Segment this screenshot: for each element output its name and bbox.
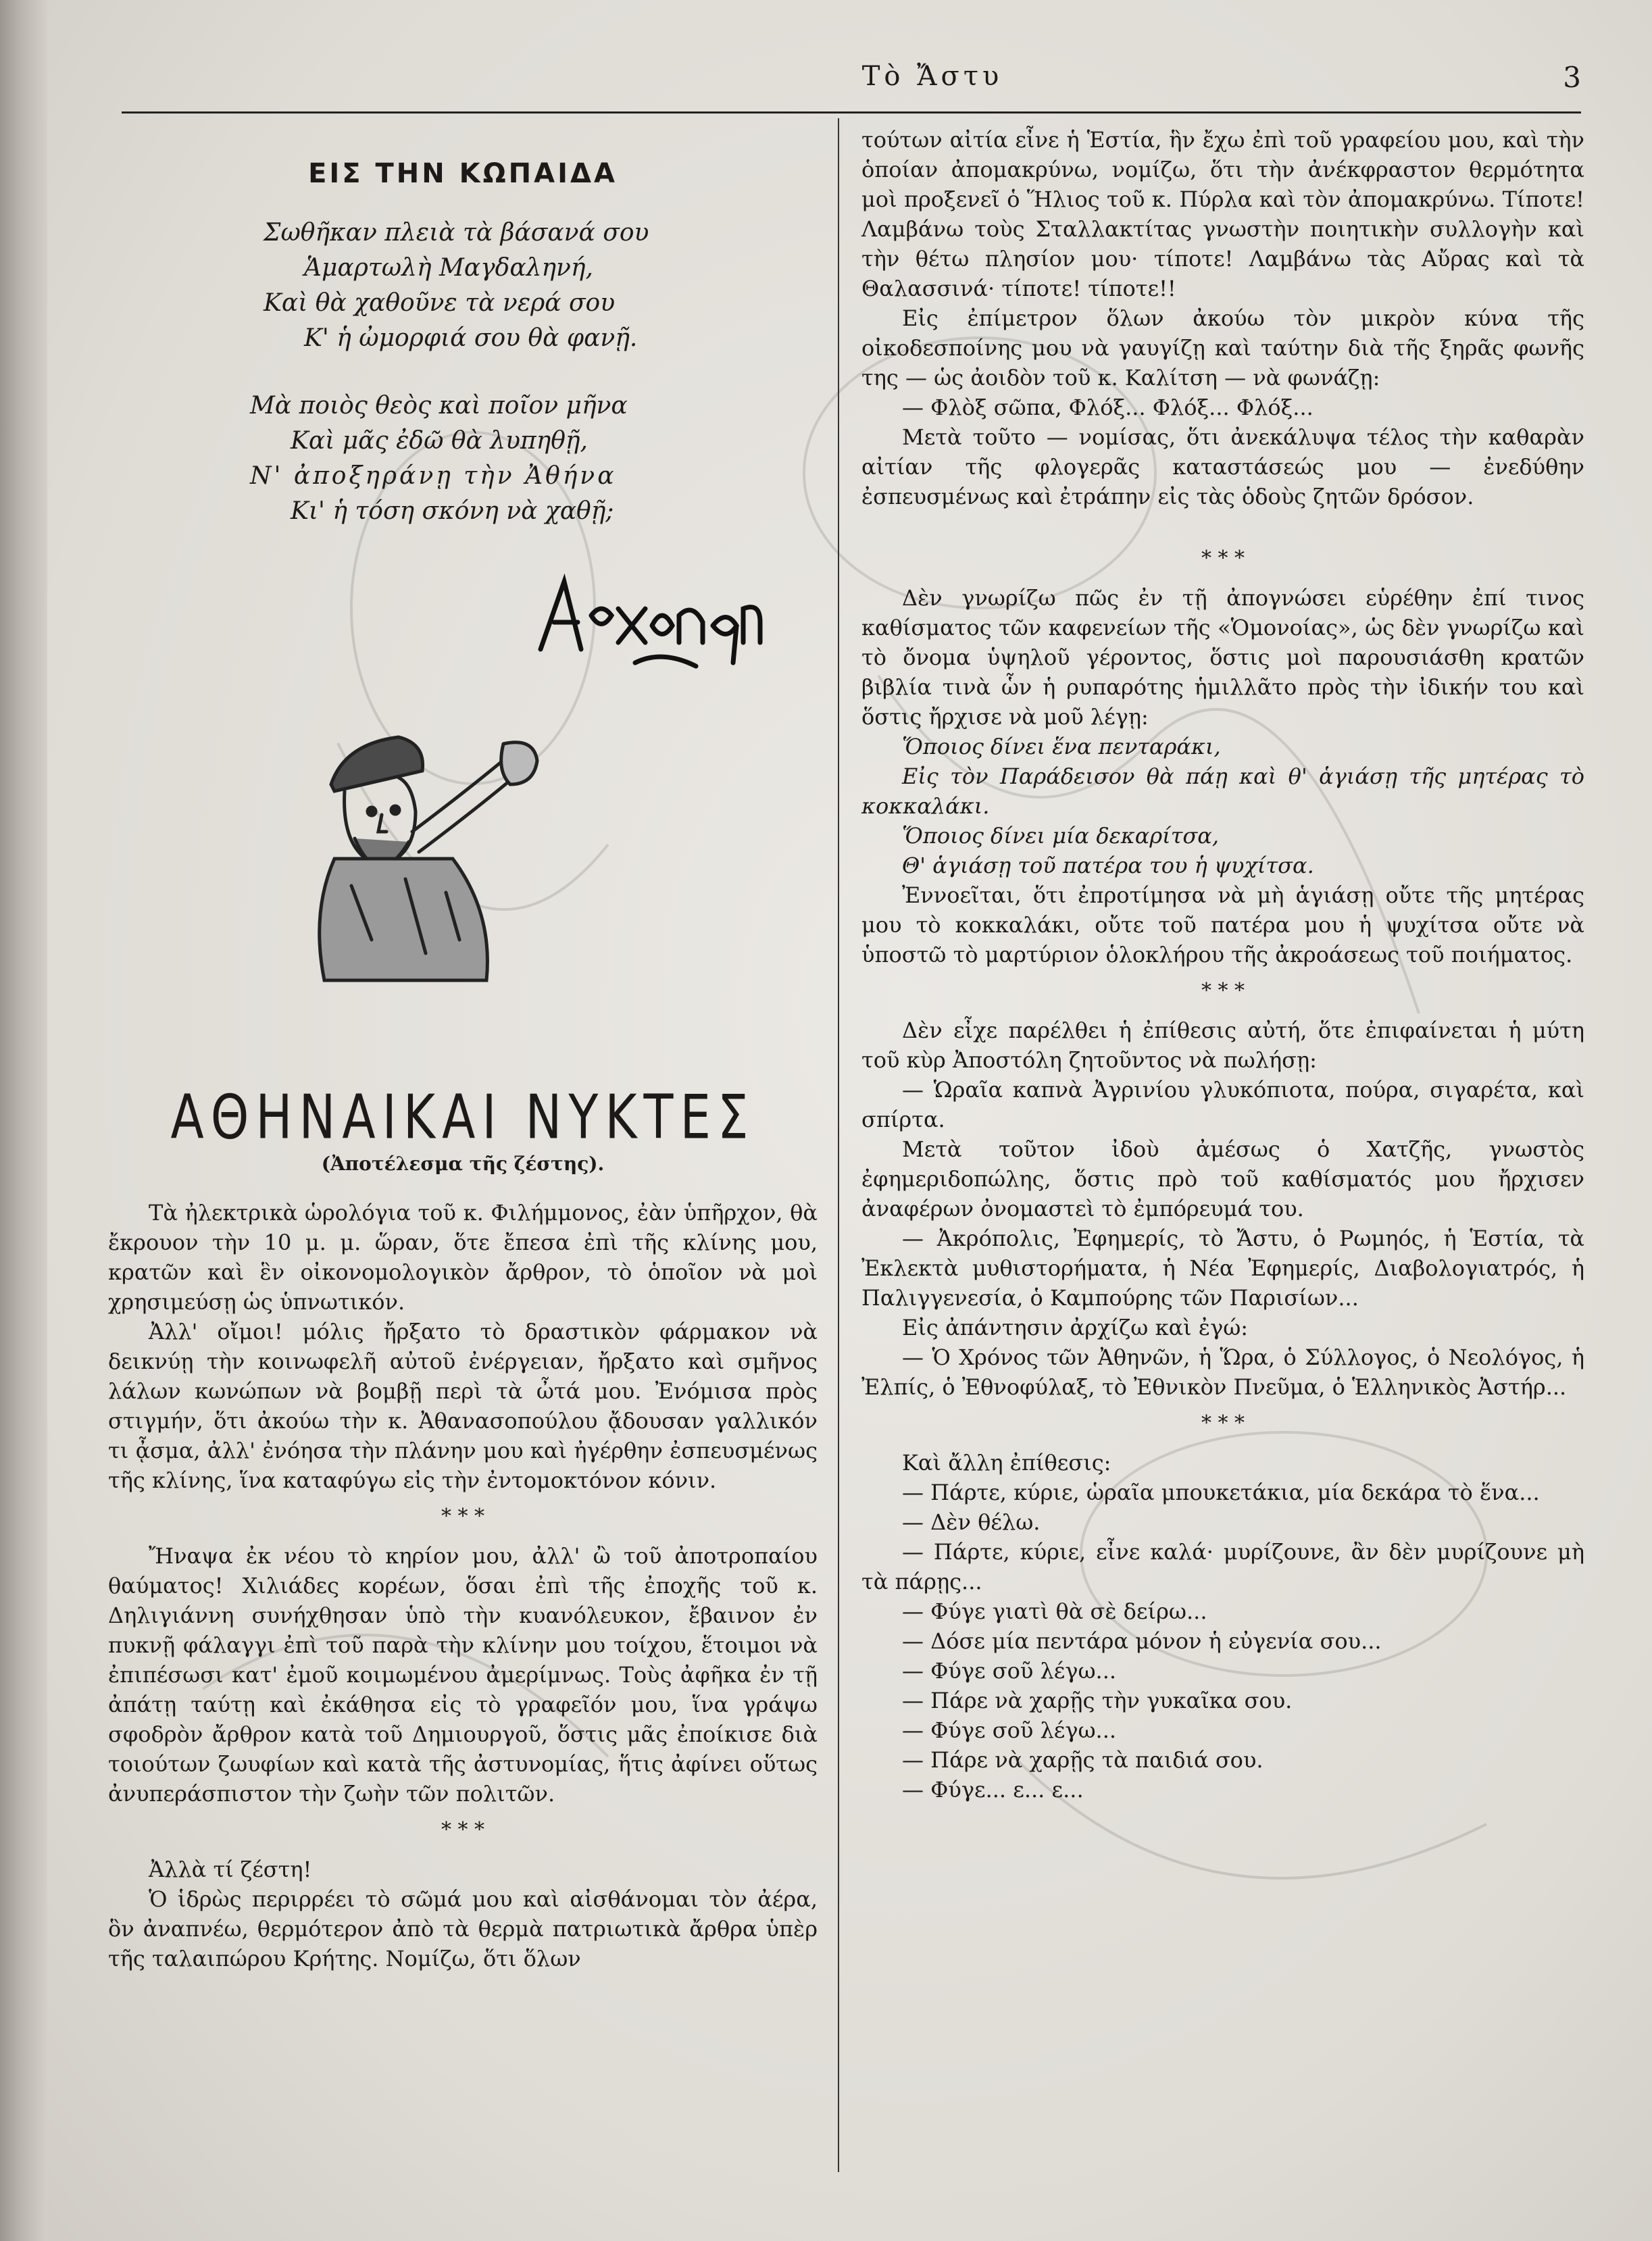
poem-stanza-2	[108, 388, 818, 529]
caricature-illustration	[108, 676, 818, 1028]
poem-line: Κ' ἡ ὠμορφιά σου θὰ φανῇ.	[304, 324, 638, 352]
man-pointing-drawing	[270, 697, 568, 994]
verse-line: Θ' ἁγιάσῃ τοῦ πατέρα του ἡ ψυχίτσα.	[902, 853, 1314, 878]
running-title: Τὸ Ἄστυ	[861, 61, 1003, 92]
section-stars: * * *	[1201, 1411, 1245, 1435]
dialog-line: — Πάρτε, κύριε, εἶνε καλά· μυρίζουνε, ἂν δὲν μυρίζουνε μὴ τὰ πάρῃς...	[861, 1539, 1584, 1594]
page-number: 3	[1563, 61, 1581, 94]
poem-line: Καὶ μᾶς ἐδῶ θὰ λυπηθῇ,	[291, 427, 588, 455]
article-paragraph: Τὰ ἠλεκτρικὰ ὡρολόγια τοῦ κ. Φιλήμμονος, ἐὰν ὑπῆρχον, θὰ ἔκρουον τὴν 10 μ. μ. ὥραν, ὅτε ἔπεσα ἐπὶ τῆς κλίνης μου, κρατῶν καὶ ἓν οἰκονομολογικὸν ἄρθρον, τὸ ὁποῖον νὰ μοὶ χρησιμεύσῃ ὡς ὑπνωτικόν.	[108, 1200, 818, 1315]
section-stars: * * *	[1201, 979, 1245, 1003]
section-subtitle: (Ἀποτέλεσμα τῆς ζέστης).	[321, 1153, 605, 1175]
poem-title: ΕΙΣ ΤΗΝ ΚΩΠΑΙΔΑ	[308, 158, 618, 189]
poem-line: Καὶ θὰ χαθοῦνε τὰ νερά σου	[264, 289, 616, 317]
article-paragraph: Ἤναψα ἐκ νέου τὸ κηρίον μου, ἀλλ' ὢ τοῦ ἀποτροπαίου θαύματος! Χιλιάδες κορέων, ὅσαι ἐπὶ τῆς ἐποχῆς τοῦ κ. Δηλιγιάννη συνήχθησαν ὑπὸ τὴν κυανόλευκον, ἔβαινον ἐν πυκνῇ φάλαγγι ἐπὶ τοῦ παρὰ τὴν κλίνην μου τοίχου, ἕτοιμοι νὰ ἐπιπέσωσι κατ' ἐμοῦ κοιμωμένου ἀμερίμνως. Τοὺς ἀφῆκα ἐν τῇ ἀπάτῃ ταύτῃ καὶ ἐκάθησα εἰς τὸ γραφεῖόν μου, ἵνα γράψω σφοδρὸν ἄρθρον κατὰ τοῦ Δημιουργοῦ, ὅστις μᾶς ἐποίκισε διὰ τοιούτων ζωυφίων καὶ κατὰ τῆς ἀστυνομίας, ἥτις ἀφίνει οὕτως ἀνυπεράσπιστον τὴν ζωὴν τῶν πολιτῶν.	[108, 1543, 818, 1807]
signature	[108, 561, 818, 676]
right-column	[861, 125, 1584, 1805]
section-stars: * * *	[1201, 547, 1245, 570]
poem-line: Σωθῆκαν πλειὰ τὰ βάσανά σου	[264, 219, 649, 247]
dialog-line: — Φύγε σοῦ λέγω...	[902, 1717, 1117, 1743]
dialog-line: — Πάρτε, κύριε, ὡραῖα μπουκετάκια, μία δεκάρα τὸ ἕνα...	[902, 1480, 1540, 1505]
poem-stanza-1	[108, 216, 818, 356]
dialog-line: — Δὲν θέλω.	[902, 1509, 1041, 1535]
article-paragraph: Δὲν γνωρίζω πῶς ἐν τῇ ἀπογνώσει εὑρέθην ἐπί τινος καθίσματος τῶν καφενείων τῆς «Ὁμονοίας», ὡς δὲν γνωρίζω καὶ τὸ ὄνομα ὑψηλοῦ γέροντος, ὅστις μοὶ παρουσιάσθη κρατῶν βιβλία τινὰ ὧν ἡ ρυπαρότης ἡμιλλᾶτο πρὸς τὴν ἰδικήν του καὶ ὅστις ἤρχισε νὰ μοῦ λέγῃ:	[861, 585, 1584, 730]
article-paragraph: Δὲν εἶχε παρέλθει ἡ ἐπίθεσις αὐτή, ὅτε ἐπιφαίνεται ἡ μύτη τοῦ κὺρ Ἀποστόλη ζητοῦντος νὰ πωλήσῃ:	[861, 1017, 1584, 1073]
poem	[108, 216, 818, 529]
article-paragraph: Ἀλλ' οἴμοι! μόλις ἤρξατο τὸ δραστικὸν φάρμακον νὰ δεικνύῃ τὴν κοινωφελῆ αὐτοῦ ἐνέργειαν, ἤρξατο καὶ σμῆνος λάλων κωνώπων νὰ βομβῇ περὶ τὰ ὦτά μου. Ἐνόμισα πρὸς στιγμήν, ὅτι ἀκούω τὴν κ. Ἀθανασοπούλου ᾄδουσαν γαλλικόν τι ᾆσμα, ἀλλ' ἐνόησα τὴν πλάνην μου καὶ ἠγέρθην ἐσπευσμένως τῆς κλίνης, ἵνα καταφύγω εἰς τὴν ἐντομοκτόνον κόνιν.	[108, 1319, 818, 1493]
article-paragraph: Μετὰ τοῦτο — νομίσας, ὅτι ἀνεκάλυψα τέλος τὴν καθαρὰν αἰτίαν τῆς φλογερᾶς καταστάσεώς μου — ἐνεδύθην ἐσπευσμένως καὶ ἐτράπην εἰς τὰς ὁδοὺς ζητῶν δρόσον.	[861, 424, 1584, 509]
dialog-line: — Φύγε... ε... ε...	[902, 1777, 1084, 1803]
article-paragraph: Ἐννοεῖται, ὅτι ἐπροτίμησα νὰ μὴ ἁγιάσῃ οὔτε τῆς μητέρας μου τὸ κοκκαλάκι, οὔτε τοῦ πατέρα μου ἡ ψυχίτσα οὔτε νὰ ὑποστῶ τὸ μαρτύριον ὁλοκλήρου τῆς ἀκροάσεως τοῦ ποιήματος.	[861, 882, 1584, 967]
article-paragraph: Εἰς ἀπάντησιν ἀρχίζω καὶ ἐγώ:	[902, 1315, 1249, 1340]
verse-line: Εἰς τὸν Παράδεισον θὰ πάῃ καὶ θ' ἁγιάσῃ τῆς μητέρας τὸ κοκκαλάκι.	[861, 763, 1584, 819]
section-title: ΑΘΗΝΑΙΚΑΙ ΝΥΚΤΕΣ	[170, 1081, 755, 1153]
article-paragraph: Ἀλλὰ τί ζέστη!	[149, 1857, 312, 1882]
header-rule	[122, 111, 1581, 114]
dialog-line: — Ἀκρόπολις, Ἐφημερίς, τὸ Ἄστυ, ὁ Ρωμηός, ἡ Ἑστία, τὰ Ἐκλεκτὰ μυθιστορήματα, ἡ Νέα Ἐφημερίς, Διαβολογιατρός, ἡ Παλιγγενεσία, ὁ Καμπούρης τῶν Παρισίων...	[861, 1226, 1584, 1311]
verse-line: Ὅποιος δίνει μία δεκαρίτσα,	[902, 823, 1220, 849]
dialog-line: — Ὁ Χρόνος τῶν Ἀθηνῶν, ἡ Ὥρα, ὁ Σύλλογος, ὁ Νεολόγος, ἡ Ἐλπίς, ὁ Ἐθνοφύλαξ, τὸ Ἐθνικὸν Πνεῦμα, ὁ Ἑλληνικὸς Ἀστήρ...	[861, 1344, 1584, 1400]
article-paragraph: Εἰς ἐπίμετρον ὅλων ἀκούω τὸν μικρὸν κύνα τῆς οἰκοδεσποίνης μου νὰ γαυγίζῃ καὶ ταύτην διὰ τῆς ξηρᾶς φωνῆς της — ὡς ἀοιδὸν τοῦ κ. Καλίτση — νὰ φωνάζῃ:	[861, 305, 1584, 391]
signature-mark	[527, 568, 770, 670]
poem-line: Μὰ ποιὸς θεὸς καὶ ποῖον μῆνα	[250, 392, 628, 420]
poem-line: Ν' ἀποξηράνῃ τὴν Ἀθήνα	[250, 462, 617, 490]
poem-line: Κι' ἡ τόση σκόνη νὰ χαθῇ;	[291, 497, 614, 525]
dialog-line: — Φύγε γιατὶ θὰ σὲ δείρω...	[902, 1598, 1207, 1624]
article-paragraph: τούτων αἰτία εἶνε ἡ Ἑστία, ἣν ἔχω ἐπὶ τοῦ γραφείου μου, καὶ τὴν ὁποίαν ἀπομακρύνω, νομίζω, ὅτι τὴν ἀνέκφραστον θερμότητα μοὶ προξενεῖ ὁ Ἥλιος τοῦ κ. Πύρλα καὶ τὸν ἀπομακρύνω. Τίποτε! Λαμβάνω τοὺς Σταλλακτίτας γνωστὴν ποιητικὴν συλλογὴν καὶ τὴν θέτω πλησίον μου· τίποτε! Λαμβάνω τὰς Αὔρας καὶ τὰ Θαλασσινά· τίποτε! τίποτε!!	[861, 127, 1584, 301]
article-paragraph: Ὁ ἱδρὼς περιρρέει τὸ σῶμά μου καὶ αἰσθάνομαι τὸν ἀέρα, ὃν ἀναπνέω, θερμότερον ἀπὸ τὰ θερμὰ πατριωτικὰ ἄρθρα ὑπὲρ τῆς ταλαιπώρου Κρήτης. Νομίζω, ὅτι ὅλων	[108, 1886, 818, 1971]
article-paragraph: Μετὰ τοῦτον ἰδοὺ ἀμέσως ὁ Χατζῆς, γνωστὸς ἐφημεριδοπώλης, ὅστις πρὸ τοῦ καθίσματός μου ἤρχισεν ἀναφέρων ὀνομαστεὶ τὸ ἐμπόρευμά του.	[861, 1136, 1584, 1222]
page-binding-shadow	[0, 0, 47, 2241]
dialog-line: — Πάρε νὰ χαρῇς τὴν γυκαῖκα σου.	[902, 1688, 1293, 1713]
section-stars: * * *	[441, 1818, 485, 1842]
dialog-line: — Δόσε μία πεντάρα μόνον ἡ εὐγενία σου...	[902, 1628, 1382, 1654]
article-paragraph: Καὶ ἄλλη ἐπίθεσις:	[902, 1450, 1111, 1476]
dialog-line: — Ὡραῖα καπνὰ Ἀγρινίου γλυκόπιοτα, πούρα, σιγαρέτα, καὶ σπίρτα.	[861, 1077, 1584, 1132]
article-paragraph: — Φλὸξ σῶπα, Φλόξ... Φλόξ... Φλόξ...	[902, 395, 1313, 420]
page-header	[122, 61, 1581, 115]
poem-line: Ἁμαρτωλὴ Μαγδαληνή,	[304, 254, 593, 282]
section-stars: * * *	[441, 1505, 485, 1528]
dialog-line: — Πάρε νὰ χαρῇς τὰ παιδιά σου.	[902, 1747, 1263, 1773]
dialog-line: — Φύγε σοῦ λέγω...	[902, 1658, 1117, 1684]
verse-line: Ὅποιος δίνει ἕνα πενταράκι,	[902, 734, 1221, 759]
column-divider	[838, 118, 839, 2172]
left-column	[108, 125, 818, 1973]
